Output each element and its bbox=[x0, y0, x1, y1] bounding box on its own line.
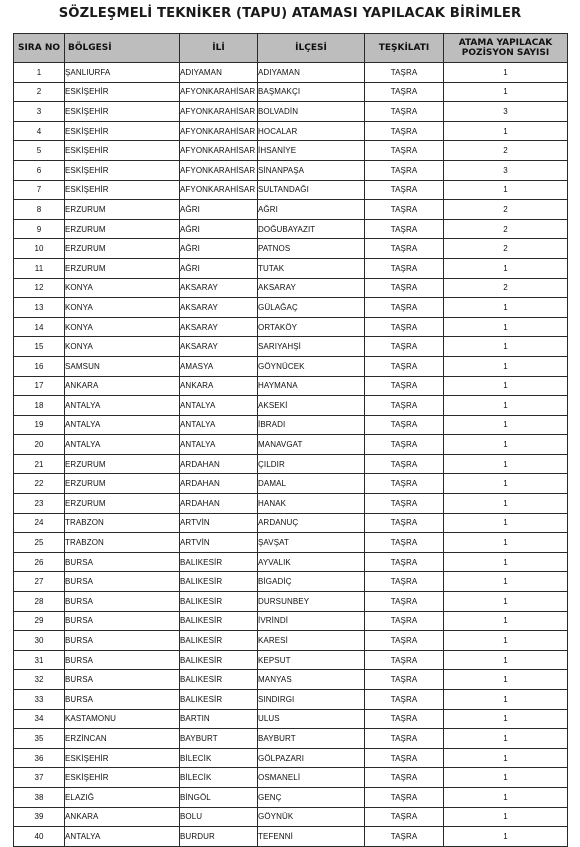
cell-bolgesi: KONYA bbox=[65, 298, 180, 318]
cell-bolgesi: ESKİŞEHİR bbox=[65, 102, 180, 122]
cell-sira-no: 30 bbox=[14, 631, 65, 651]
cell-sira-no: 3 bbox=[14, 102, 65, 122]
cell-bolgesi: BURSA bbox=[65, 631, 180, 651]
cell-pozisyon-sayisi: 1 bbox=[444, 748, 568, 768]
cell-ili: BALIKESİR bbox=[180, 552, 258, 572]
cell-ili: BALIKESİR bbox=[180, 572, 258, 592]
cell-sira-no: 13 bbox=[14, 298, 65, 318]
header-teskilati: TEŞKİLATI bbox=[365, 34, 444, 63]
cell-ili: BALIKESİR bbox=[180, 631, 258, 651]
cell-sira-no: 33 bbox=[14, 690, 65, 710]
cell-bolgesi: BURSA bbox=[65, 552, 180, 572]
cell-ilcesi: AĞRI bbox=[258, 200, 365, 220]
cell-sira-no: 40 bbox=[14, 827, 65, 847]
header-row bbox=[14, 34, 568, 63]
cell-ilcesi: KEPSUT bbox=[258, 650, 365, 670]
cell-ilcesi: BİGADİÇ bbox=[258, 572, 365, 592]
cell-ili: ARDAHAN bbox=[180, 494, 258, 514]
cell-ilcesi: HOCALAR bbox=[258, 121, 365, 141]
cell-sira-no: 31 bbox=[14, 650, 65, 670]
cell-teskilati: TAŞRA bbox=[365, 787, 444, 807]
cell-bolgesi: ERZURUM bbox=[65, 454, 180, 474]
cell-ilcesi: ORTAKÖY bbox=[258, 317, 365, 337]
cell-pozisyon-sayisi: 1 bbox=[444, 670, 568, 690]
cell-ili: ANTALYA bbox=[180, 435, 258, 455]
cell-ilcesi: GÖLPAZARI bbox=[258, 748, 365, 768]
cell-pozisyon-sayisi: 1 bbox=[444, 494, 568, 514]
cell-pozisyon-sayisi: 1 bbox=[444, 533, 568, 553]
cell-ilcesi: SARIYAHŞİ bbox=[258, 337, 365, 357]
cell-bolgesi: ERZURUM bbox=[65, 200, 180, 220]
cell-bolgesi: KASTAMONU bbox=[65, 709, 180, 729]
cell-pozisyon-sayisi: 1 bbox=[444, 768, 568, 788]
table-row bbox=[14, 278, 568, 298]
cell-teskilati: TAŞRA bbox=[365, 513, 444, 533]
cell-ilcesi: DOĞUBAYAZIT bbox=[258, 219, 365, 239]
header-pozisyon-sayisi bbox=[444, 34, 568, 63]
cell-sira-no: 25 bbox=[14, 533, 65, 553]
cell-teskilati: TAŞRA bbox=[365, 709, 444, 729]
cell-ilcesi: AYVALIK bbox=[258, 552, 365, 572]
cell-pozisyon-sayisi: 1 bbox=[444, 690, 568, 710]
cell-ilcesi: HANAK bbox=[258, 494, 365, 514]
cell-sira-no: 27 bbox=[14, 572, 65, 592]
cell-sira-no: 36 bbox=[14, 748, 65, 768]
cell-teskilati: TAŞRA bbox=[365, 258, 444, 278]
cell-sira-no: 16 bbox=[14, 356, 65, 376]
cell-ilcesi: GÜLAĞAÇ bbox=[258, 298, 365, 318]
cell-bolgesi: ERZURUM bbox=[65, 474, 180, 494]
cell-teskilati: TAŞRA bbox=[365, 102, 444, 122]
cell-ili: BALIKESİR bbox=[180, 650, 258, 670]
cell-ili: ADIYAMAN bbox=[180, 63, 258, 83]
table-row bbox=[14, 160, 568, 180]
cell-teskilati: TAŞRA bbox=[365, 82, 444, 102]
cell-pozisyon-sayisi: 1 bbox=[444, 376, 568, 396]
cell-pozisyon-sayisi: 1 bbox=[444, 807, 568, 827]
cell-ilcesi: İVRİNDİ bbox=[258, 611, 365, 631]
cell-bolgesi: ESKİŞEHİR bbox=[65, 180, 180, 200]
cell-ili: AFYONKARAHİSAR bbox=[180, 180, 258, 200]
cell-pozisyon-sayisi: 1 bbox=[444, 827, 568, 847]
header-sira-no: SIRA NO bbox=[14, 34, 65, 63]
cell-pozisyon-sayisi: 1 bbox=[444, 572, 568, 592]
cell-ilcesi: BAYBURT bbox=[258, 729, 365, 749]
cell-pozisyon-sayisi: 1 bbox=[444, 317, 568, 337]
cell-pozisyon-sayisi: 1 bbox=[444, 356, 568, 376]
cell-pozisyon-sayisi: 1 bbox=[444, 631, 568, 651]
cell-teskilati: TAŞRA bbox=[365, 219, 444, 239]
table-row bbox=[14, 376, 568, 396]
cell-bolgesi: BURSA bbox=[65, 650, 180, 670]
cell-ilcesi: AKSARAY bbox=[258, 278, 365, 298]
cell-ilcesi: AKSEKİ bbox=[258, 396, 365, 416]
cell-pozisyon-sayisi: 1 bbox=[444, 121, 568, 141]
table-row bbox=[14, 552, 568, 572]
cell-ili: AFYONKARAHİSAR bbox=[180, 160, 258, 180]
cell-sira-no: 1 bbox=[14, 63, 65, 83]
cell-sira-no: 4 bbox=[14, 121, 65, 141]
table-row bbox=[14, 337, 568, 357]
cell-ili: AĞRI bbox=[180, 239, 258, 259]
cell-ili: BİLECİK bbox=[180, 768, 258, 788]
cell-bolgesi: ELAZIĞ bbox=[65, 787, 180, 807]
cell-ilcesi: MANAVGAT bbox=[258, 435, 365, 455]
cell-ili: ARTVİN bbox=[180, 513, 258, 533]
table-row bbox=[14, 787, 568, 807]
table-row bbox=[14, 396, 568, 416]
cell-teskilati: TAŞRA bbox=[365, 454, 444, 474]
cell-pozisyon-sayisi: 1 bbox=[444, 729, 568, 749]
cell-pozisyon-sayisi: 1 bbox=[444, 611, 568, 631]
cell-bolgesi: ESKİŞEHİR bbox=[65, 82, 180, 102]
cell-ili: ANKARA bbox=[180, 376, 258, 396]
table-row bbox=[14, 141, 568, 161]
cell-ili: AKSARAY bbox=[180, 298, 258, 318]
table-row bbox=[14, 200, 568, 220]
cell-ilcesi: GÖYNÜK bbox=[258, 807, 365, 827]
cell-pozisyon-sayisi: 1 bbox=[444, 180, 568, 200]
cell-bolgesi: ERZURUM bbox=[65, 219, 180, 239]
cell-bolgesi: ERZİNCAN bbox=[65, 729, 180, 749]
cell-bolgesi: ESKİŞEHİR bbox=[65, 121, 180, 141]
assignment-table bbox=[13, 33, 568, 847]
table-row bbox=[14, 317, 568, 337]
cell-bolgesi: KONYA bbox=[65, 337, 180, 357]
cell-ilcesi: BOLVADİN bbox=[258, 102, 365, 122]
table-row bbox=[14, 729, 568, 749]
cell-bolgesi: ANKARA bbox=[65, 807, 180, 827]
cell-teskilati: TAŞRA bbox=[365, 200, 444, 220]
cell-bolgesi: ANTALYA bbox=[65, 827, 180, 847]
cell-ili: BAYBURT bbox=[180, 729, 258, 749]
cell-sira-no: 24 bbox=[14, 513, 65, 533]
cell-ili: BİLECİK bbox=[180, 748, 258, 768]
cell-ilcesi: DAMAL bbox=[258, 474, 365, 494]
table-row bbox=[14, 572, 568, 592]
cell-ili: AĞRI bbox=[180, 219, 258, 239]
cell-pozisyon-sayisi: 1 bbox=[444, 298, 568, 318]
cell-teskilati: TAŞRA bbox=[365, 180, 444, 200]
table-row bbox=[14, 748, 568, 768]
cell-bolgesi: BURSA bbox=[65, 690, 180, 710]
cell-ili: BALIKESİR bbox=[180, 611, 258, 631]
header-ili: İLİ bbox=[180, 34, 258, 63]
cell-teskilati: TAŞRA bbox=[365, 376, 444, 396]
cell-ilcesi: TUTAK bbox=[258, 258, 365, 278]
cell-pozisyon-sayisi: 1 bbox=[444, 82, 568, 102]
cell-bolgesi: BURSA bbox=[65, 592, 180, 612]
table-row bbox=[14, 690, 568, 710]
cell-sira-no: 26 bbox=[14, 552, 65, 572]
cell-ili: AKSARAY bbox=[180, 317, 258, 337]
cell-teskilati: TAŞRA bbox=[365, 768, 444, 788]
cell-bolgesi: ESKİŞEHİR bbox=[65, 141, 180, 161]
cell-teskilati: TAŞRA bbox=[365, 317, 444, 337]
cell-sira-no: 22 bbox=[14, 474, 65, 494]
cell-ilcesi: ARDANUÇ bbox=[258, 513, 365, 533]
cell-ilcesi: HAYMANA bbox=[258, 376, 365, 396]
cell-ili: AKSARAY bbox=[180, 337, 258, 357]
cell-ili: AĞRI bbox=[180, 200, 258, 220]
cell-ili: ARDAHAN bbox=[180, 474, 258, 494]
table-row bbox=[14, 670, 568, 690]
cell-bolgesi: ANKARA bbox=[65, 376, 180, 396]
table-row bbox=[14, 102, 568, 122]
cell-ilcesi: GENÇ bbox=[258, 787, 365, 807]
table-row bbox=[14, 650, 568, 670]
cell-teskilati: TAŞRA bbox=[365, 592, 444, 612]
cell-teskilati: TAŞRA bbox=[365, 121, 444, 141]
table-row bbox=[14, 454, 568, 474]
cell-ili: BOLU bbox=[180, 807, 258, 827]
cell-teskilati: TAŞRA bbox=[365, 494, 444, 514]
cell-ilcesi: ŞAVŞAT bbox=[258, 533, 365, 553]
cell-sira-no: 2 bbox=[14, 82, 65, 102]
cell-bolgesi: ANTALYA bbox=[65, 435, 180, 455]
cell-ili: BURDUR bbox=[180, 827, 258, 847]
cell-pozisyon-sayisi: 1 bbox=[444, 415, 568, 435]
cell-ilcesi: OSMANELİ bbox=[258, 768, 365, 788]
cell-teskilati: TAŞRA bbox=[365, 533, 444, 553]
cell-bolgesi: BURSA bbox=[65, 572, 180, 592]
cell-teskilati: TAŞRA bbox=[365, 690, 444, 710]
cell-pozisyon-sayisi: 2 bbox=[444, 239, 568, 259]
cell-teskilati: TAŞRA bbox=[365, 827, 444, 847]
cell-sira-no: 5 bbox=[14, 141, 65, 161]
cell-pozisyon-sayisi: 2 bbox=[444, 141, 568, 161]
cell-pozisyon-sayisi: 2 bbox=[444, 200, 568, 220]
table-row bbox=[14, 513, 568, 533]
page-title: SÖZLEŞMELİ TEKNİKER (TAPU) ATAMASI YAPILACAK BİRİMLER bbox=[58, 6, 522, 21]
cell-ilcesi: KARESİ bbox=[258, 631, 365, 651]
cell-ilcesi: SULTANDAĞI bbox=[258, 180, 365, 200]
cell-sira-no: 15 bbox=[14, 337, 65, 357]
cell-ilcesi: DURSUNBEY bbox=[258, 592, 365, 612]
cell-ili: BALIKESİR bbox=[180, 670, 258, 690]
cell-bolgesi: ESKİŞEHİR bbox=[65, 160, 180, 180]
cell-ilcesi: İHSANİYE bbox=[258, 141, 365, 161]
cell-teskilati: TAŞRA bbox=[365, 631, 444, 651]
cell-teskilati: TAŞRA bbox=[365, 670, 444, 690]
cell-bolgesi: ESKİŞEHİR bbox=[65, 768, 180, 788]
cell-teskilati: TAŞRA bbox=[365, 807, 444, 827]
cell-teskilati: TAŞRA bbox=[365, 337, 444, 357]
cell-ilcesi: TEFENNİ bbox=[258, 827, 365, 847]
table-row bbox=[14, 807, 568, 827]
cell-teskilati: TAŞRA bbox=[365, 611, 444, 631]
cell-sira-no: 14 bbox=[14, 317, 65, 337]
cell-sira-no: 8 bbox=[14, 200, 65, 220]
cell-pozisyon-sayisi: 1 bbox=[444, 787, 568, 807]
table-row bbox=[14, 121, 568, 141]
cell-teskilati: TAŞRA bbox=[365, 552, 444, 572]
cell-ili: ANTALYA bbox=[180, 415, 258, 435]
cell-teskilati: TAŞRA bbox=[365, 650, 444, 670]
cell-teskilati: TAŞRA bbox=[365, 729, 444, 749]
cell-bolgesi: BURSA bbox=[65, 670, 180, 690]
table-row bbox=[14, 415, 568, 435]
cell-teskilati: TAŞRA bbox=[365, 435, 444, 455]
cell-bolgesi: ANTALYA bbox=[65, 415, 180, 435]
cell-bolgesi: ŞANLIURFA bbox=[65, 63, 180, 83]
cell-bolgesi: ANTALYA bbox=[65, 396, 180, 416]
cell-ili: BİNGÖL bbox=[180, 787, 258, 807]
table-row bbox=[14, 258, 568, 278]
cell-ilcesi: İBRADI bbox=[258, 415, 365, 435]
cell-sira-no: 18 bbox=[14, 396, 65, 416]
cell-pozisyon-sayisi: 1 bbox=[444, 396, 568, 416]
cell-teskilati: TAŞRA bbox=[365, 396, 444, 416]
cell-pozisyon-sayisi: 1 bbox=[444, 337, 568, 357]
cell-ili: BALIKESİR bbox=[180, 690, 258, 710]
table-row bbox=[14, 180, 568, 200]
table-row bbox=[14, 768, 568, 788]
cell-bolgesi: KONYA bbox=[65, 278, 180, 298]
cell-pozisyon-sayisi: 3 bbox=[444, 102, 568, 122]
cell-bolgesi: KONYA bbox=[65, 317, 180, 337]
cell-ili: ANTALYA bbox=[180, 396, 258, 416]
cell-sira-no: 21 bbox=[14, 454, 65, 474]
cell-teskilati: TAŞRA bbox=[365, 298, 444, 318]
table-row bbox=[14, 533, 568, 553]
cell-ili: BARTIN bbox=[180, 709, 258, 729]
cell-sira-no: 7 bbox=[14, 180, 65, 200]
cell-pozisyon-sayisi: 1 bbox=[444, 592, 568, 612]
cell-bolgesi: ERZURUM bbox=[65, 494, 180, 514]
table-row bbox=[14, 611, 568, 631]
cell-ili: ARTVİN bbox=[180, 533, 258, 553]
cell-sira-no: 38 bbox=[14, 787, 65, 807]
cell-sira-no: 28 bbox=[14, 592, 65, 612]
cell-bolgesi: ERZURUM bbox=[65, 258, 180, 278]
cell-pozisyon-sayisi: 1 bbox=[444, 650, 568, 670]
table-row bbox=[14, 494, 568, 514]
cell-teskilati: TAŞRA bbox=[365, 474, 444, 494]
cell-bolgesi: SAMSUN bbox=[65, 356, 180, 376]
cell-ilcesi: MANYAS bbox=[258, 670, 365, 690]
table-row bbox=[14, 82, 568, 102]
cell-sira-no: 12 bbox=[14, 278, 65, 298]
table-row bbox=[14, 219, 568, 239]
cell-ili: AKSARAY bbox=[180, 278, 258, 298]
cell-bolgesi: TRABZON bbox=[65, 533, 180, 553]
cell-pozisyon-sayisi: 3 bbox=[444, 160, 568, 180]
table-row bbox=[14, 631, 568, 651]
cell-teskilati: TAŞRA bbox=[365, 141, 444, 161]
table-row bbox=[14, 474, 568, 494]
cell-ilcesi: ULUS bbox=[258, 709, 365, 729]
header-pozisyon-line1: ATAMA YAPILACAK bbox=[458, 38, 553, 48]
table-row bbox=[14, 356, 568, 376]
cell-pozisyon-sayisi: 1 bbox=[444, 709, 568, 729]
cell-ili: AĞRI bbox=[180, 258, 258, 278]
table-row bbox=[14, 709, 568, 729]
table-row bbox=[14, 435, 568, 455]
cell-ilcesi: SINDIRGI bbox=[258, 690, 365, 710]
cell-teskilati: TAŞRA bbox=[365, 63, 444, 83]
cell-pozisyon-sayisi: 1 bbox=[444, 435, 568, 455]
cell-sira-no: 34 bbox=[14, 709, 65, 729]
table-body bbox=[14, 63, 568, 847]
table-row bbox=[14, 592, 568, 612]
cell-ili: AFYONKARAHİSAR bbox=[180, 102, 258, 122]
cell-sira-no: 37 bbox=[14, 768, 65, 788]
cell-ilcesi: ÇILDIR bbox=[258, 454, 365, 474]
cell-bolgesi: TRABZON bbox=[65, 513, 180, 533]
table-row bbox=[14, 827, 568, 847]
cell-bolgesi: ERZURUM bbox=[65, 239, 180, 259]
header-bolgesi: BÖLGESİ bbox=[65, 34, 180, 63]
cell-pozisyon-sayisi: 1 bbox=[444, 513, 568, 533]
cell-ilcesi: SİNANPAŞA bbox=[258, 160, 365, 180]
table-row bbox=[14, 239, 568, 259]
cell-ilcesi: ADIYAMAN bbox=[258, 63, 365, 83]
cell-sira-no: 9 bbox=[14, 219, 65, 239]
cell-teskilati: TAŞRA bbox=[365, 239, 444, 259]
cell-teskilati: TAŞRA bbox=[365, 278, 444, 298]
cell-pozisyon-sayisi: 2 bbox=[444, 219, 568, 239]
cell-pozisyon-sayisi: 2 bbox=[444, 278, 568, 298]
cell-ilcesi: GÖYNÜCEK bbox=[258, 356, 365, 376]
cell-teskilati: TAŞRA bbox=[365, 356, 444, 376]
cell-ili: AFYONKARAHİSAR bbox=[180, 121, 258, 141]
cell-ilcesi: PATNOS bbox=[258, 239, 365, 259]
cell-teskilati: TAŞRA bbox=[365, 572, 444, 592]
cell-teskilati: TAŞRA bbox=[365, 415, 444, 435]
cell-ili: ARDAHAN bbox=[180, 454, 258, 474]
cell-sira-no: 6 bbox=[14, 160, 65, 180]
cell-pozisyon-sayisi: 1 bbox=[444, 454, 568, 474]
cell-ili: AFYONKARAHİSAR bbox=[180, 82, 258, 102]
cell-ili: BALIKESİR bbox=[180, 592, 258, 612]
header-ilcesi: İLÇESİ bbox=[258, 34, 365, 63]
table-row bbox=[14, 298, 568, 318]
cell-pozisyon-sayisi: 1 bbox=[444, 258, 568, 278]
table-row bbox=[14, 63, 568, 83]
cell-sira-no: 23 bbox=[14, 494, 65, 514]
cell-pozisyon-sayisi: 1 bbox=[444, 552, 568, 572]
cell-bolgesi: ESKİŞEHİR bbox=[65, 748, 180, 768]
cell-ili: AFYONKARAHİSAR bbox=[180, 141, 258, 161]
cell-pozisyon-sayisi: 1 bbox=[444, 63, 568, 83]
cell-teskilati: TAŞRA bbox=[365, 160, 444, 180]
cell-sira-no: 39 bbox=[14, 807, 65, 827]
cell-sira-no: 19 bbox=[14, 415, 65, 435]
cell-ili: AMASYA bbox=[180, 356, 258, 376]
header-pozisyon-line2: POZİSYON SAYISI bbox=[461, 48, 550, 58]
cell-teskilati: TAŞRA bbox=[365, 748, 444, 768]
cell-sira-no: 10 bbox=[14, 239, 65, 259]
cell-ilcesi: BAŞMAKÇI bbox=[258, 82, 365, 102]
table-header bbox=[14, 34, 568, 63]
cell-sira-no: 29 bbox=[14, 611, 65, 631]
cell-sira-no: 11 bbox=[14, 258, 65, 278]
cell-bolgesi: BURSA bbox=[65, 611, 180, 631]
cell-pozisyon-sayisi: 1 bbox=[444, 474, 568, 494]
cell-sira-no: 32 bbox=[14, 670, 65, 690]
cell-sira-no: 17 bbox=[14, 376, 65, 396]
cell-sira-no: 20 bbox=[14, 435, 65, 455]
cell-sira-no: 35 bbox=[14, 729, 65, 749]
